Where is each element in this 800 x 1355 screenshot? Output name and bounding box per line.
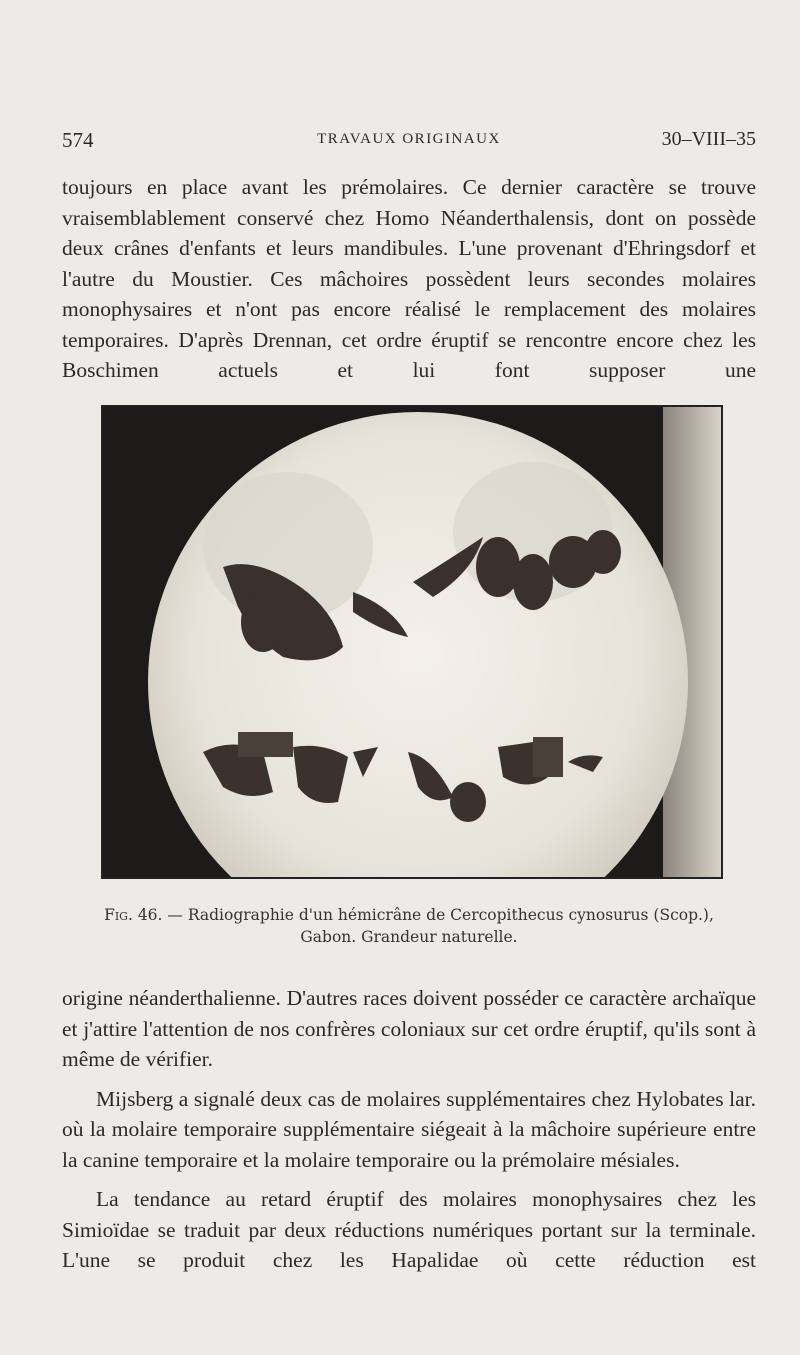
figure-radiograph bbox=[101, 405, 723, 879]
body-text-top bbox=[62, 172, 756, 386]
caption-line-2: Gabon. Grandeur naturelle. bbox=[300, 928, 518, 946]
caption-line-1 bbox=[62, 904, 756, 926]
paragraph-continued: origine néanderthalienne. D'autres races doivent posséder ce caractère archaïque et j'attire l'attention de nos confrères coloniaux sur cet ordre éruptif, qu'ils sont à même de vérifier. bbox=[62, 986, 756, 1071]
radiograph-image bbox=[103, 407, 721, 877]
page-number: 574 bbox=[62, 128, 94, 152]
running-title: TRAVAUX ORIGINAUX bbox=[317, 131, 501, 147]
caption-text-1: — Radiographie d'un hémicrâne de Cercopithecus cynosurus (Scop.), bbox=[167, 906, 714, 924]
paragraph-tendance: La tendance au retard éruptif des molaires monophysaires chez les Simioïdae se traduit par deux réductions numériques portant sur la terminale. L'une se produit chez les Hapalidae où cette réduction est bbox=[62, 1187, 756, 1272]
paragraph-mijsberg: Mijsberg a signalé deux cas de molaires supplémentaires chez Hylobates lar. où la molaire temporaire supplémentaire siégeait à la mâchoire supérieure entre la canine temporaire et la molaire temporaire ou la prémolaire mésiales. bbox=[62, 1086, 756, 1172]
body-text-bottom bbox=[62, 983, 756, 1276]
issue-date: 30–VIII–35 bbox=[661, 128, 756, 150]
figure-label: Fig. 46. bbox=[104, 906, 163, 924]
page-header bbox=[62, 128, 756, 154]
figure-caption bbox=[62, 904, 756, 948]
paragraph-top: toujours en place avant les prémolaires. Ce dernier caractère se trouve vraisemblablement conservé chez Homo Néanderthalensis, dont on possède deux crânes d'enfants et leurs mandibules. L'une provenant d'Ehringsdorf et l'autre du Moustier. Ces mâchoires possèdent leurs secondes molaires monophysaires et n'ont pas encore réalisé le remplacement des molaires temporaires. D'après Drennan, cet ordre éruptif se rencontre encore chez les Boschimen actuels et lui font supposer une bbox=[62, 175, 756, 382]
